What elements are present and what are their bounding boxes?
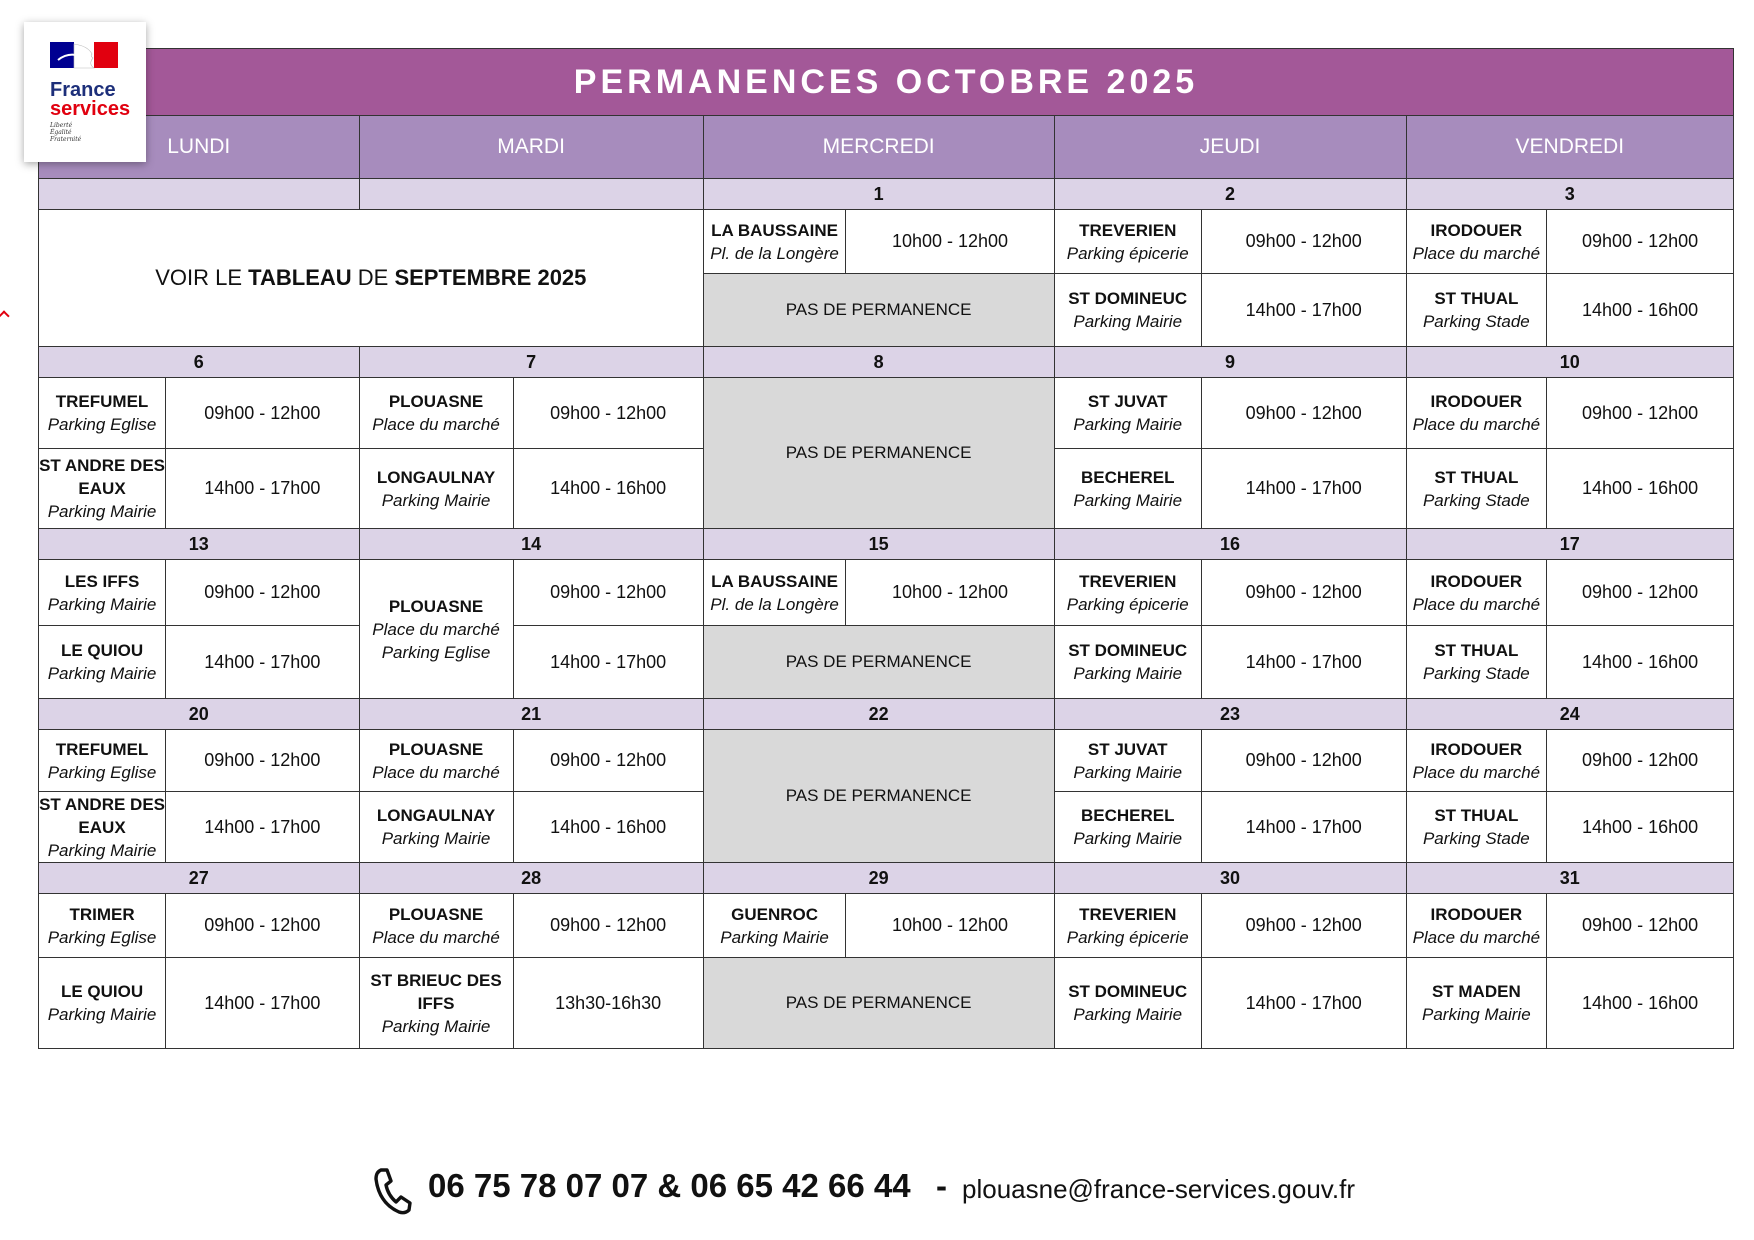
place-location: Place du marché [1412,927,1541,947]
place-name: LES IFFS [64,571,140,591]
date-cell: 22 [703,699,1054,730]
place-location: Parking Mairie [1073,829,1183,848]
time-cell: 09h00 - 12h00 [1547,894,1734,958]
time-cell: 09h00 - 12h00 [1547,378,1734,449]
place-name: LE QUIOU [60,641,144,660]
date-cell: 9 [1054,347,1406,378]
place-cell [1406,894,1547,958]
date-cell: 2 [1054,179,1406,210]
place-location: Parking Mairie [1073,312,1183,331]
date-cell: 30 [1054,863,1406,894]
afternoon-row [39,958,1734,1049]
time-cell: 14h00 - 16h00 [513,449,703,529]
place-name: TREVERIEN [1079,220,1177,240]
place-location: Place du marché [1412,594,1541,614]
time-cell: 09h00 - 12h00 [513,730,703,792]
date-cell: 23 [1054,699,1406,730]
schedule-table [38,48,1734,1049]
place-location: Parking Stade [1422,490,1530,510]
time-cell: 14h00 - 16h00 [1547,626,1734,699]
place-location: Parking Mairie [47,840,157,860]
time-cell: 09h00 - 12h00 [166,560,359,626]
place-location: Parking Mairie [1073,1005,1183,1024]
date-cell: 3 [1406,179,1733,210]
phone-numbers[interactable]: 06 75 78 07 07 & 06 65 42 66 44 [428,1167,911,1204]
place-name: LONGAULNAY [376,806,496,825]
place-location: Parking Eglise [47,415,157,434]
date-cell: 14 [359,529,703,560]
place-cell [1406,792,1547,863]
place-name: GUENROC [731,904,819,924]
place-name: PLOUASNE [388,904,484,924]
edge-mark [0,310,10,321]
place-name: LA BAUSSAINE [711,571,839,591]
place-cell [39,894,166,958]
place-cell [359,792,513,863]
day-mercredi: MERCREDI [703,116,1054,179]
date-cell: 20 [39,699,360,730]
logo-motto [50,122,81,143]
place-name: BECHEREL [1080,467,1175,487]
place-location: Parking Stade [1422,664,1530,683]
place-cell [1406,210,1547,274]
place-cell [1054,730,1201,792]
place-location: Parking épicerie [1066,594,1189,614]
place-cell [359,449,513,529]
date-cell: 24 [1406,699,1733,730]
place-cell [1054,894,1201,958]
place-cell [359,958,513,1049]
date-row [39,699,1734,730]
place-cell [1054,274,1201,347]
place-name: IRODOUER [1430,739,1523,759]
place-location: Parking épicerie [1066,927,1189,947]
place-name: ST JUVAT [1087,392,1168,411]
place-name: PLOUASNE [388,392,484,411]
date-cell: 29 [703,863,1054,894]
time-cell: 10h00 - 12h00 [846,210,1054,274]
time-cell: 14h00 - 16h00 [1547,958,1734,1049]
place-name: ST JUVAT [1087,739,1168,759]
time-cell: 09h00 - 12h00 [1201,730,1406,792]
marianne-icon [50,42,120,76]
time-cell: 09h00 - 12h00 [513,378,703,449]
place-location: Parking Mairie [1073,415,1183,434]
place-cell [39,792,166,863]
time-cell: 09h00 - 12h00 [1201,210,1406,274]
time-cell: 14h00 - 17h00 [166,792,359,863]
logo-line1: France [50,79,116,101]
place-location: Place du marché [1412,762,1541,782]
time-cell: 10h00 - 12h00 [846,894,1054,958]
time-cell: 09h00 - 12h00 [1201,378,1406,449]
time-cell: 09h00 - 12h00 [513,894,703,958]
no-permanence-cell: PAS DE PERMANENCE [703,274,1054,347]
place-cell [39,449,166,529]
place-location: Parking Mairie [1073,664,1183,683]
time-cell: 14h00 - 17h00 [1201,449,1406,529]
place-name: ST ANDRE DES EAUX [39,456,166,498]
place-location: Parking Mairie [47,664,157,683]
place-cell [1054,626,1201,699]
place-location: Parking Stade [1422,829,1530,848]
weekday-header [39,116,1734,179]
morning-row [39,560,1734,626]
morning-row [39,210,1734,274]
time-cell: 14h00 - 17h00 [1201,274,1406,347]
place-cell [1406,449,1547,529]
time-cell: 14h00 - 16h00 [1547,792,1734,863]
place-name: ST DOMINEUC [1068,982,1188,1001]
date-cell: 17 [1406,529,1733,560]
date-cell: 1 [703,179,1054,210]
day-mardi: MARDI [359,116,703,179]
place-location: Parking Mairie [47,594,157,614]
place-location: Parking Mairie [381,1016,491,1036]
time-cell: 13h30-16h30 [513,958,703,1049]
time-cell: 09h00 - 12h00 [166,894,359,958]
date-cell: 27 [39,863,360,894]
place-cell [39,560,166,626]
voir-text-b: TABLEAU [248,265,352,290]
date-cell: 28 [359,863,703,894]
time-cell: 14h00 - 16h00 [1547,449,1734,529]
place-location: Parking Mairie [381,490,491,510]
place-location: Parking Mairie [720,927,829,947]
place-location: Place du marché [1412,243,1541,263]
date-cell: 7 [359,347,703,378]
place-cell [1406,274,1547,347]
place-name: ST BRIEUC DES IFFS [370,970,502,1013]
time-cell: 10h00 - 12h00 [846,560,1054,626]
time-cell: 14h00 - 17h00 [1201,626,1406,699]
time-cell: 09h00 - 12h00 [166,378,359,449]
place-name: IRODOUER [1430,220,1523,240]
date-cell: 16 [1054,529,1406,560]
date-cell: 31 [1406,863,1733,894]
voir-text-d: SEPTEMBRE 2025 [394,265,587,290]
place-name: ST THUAL [1434,467,1519,487]
place-name: BECHEREL [1080,806,1175,825]
place-location: Parking Mairie [47,502,157,521]
place-name: TREVERIEN [1079,904,1177,924]
place-location: Parking Mairie [1422,1005,1531,1024]
page-title: PERMANENCES OCTOBRE 2025 [39,49,1734,116]
place-name: IRODOUER [1430,392,1523,411]
time-cell: 14h00 - 17h00 [166,626,359,699]
place-cell [703,894,846,958]
place-cell [1054,792,1201,863]
time-cell: 09h00 - 12h00 [166,730,359,792]
time-cell: 09h00 - 12h00 [1547,210,1734,274]
place-cell [39,958,166,1049]
place-location: Parking Mairie [1073,762,1183,782]
time-cell: 14h00 - 17h00 [166,958,359,1049]
place-location: Parking épicerie [1066,243,1189,263]
date-cell [359,179,703,210]
place-name: ST THUAL [1434,806,1519,825]
time-cell: 14h00 - 16h00 [513,792,703,863]
place-cell [39,730,166,792]
no-permanence-cell: PAS DE PERMANENCE [703,626,1054,699]
place-location: Parking Mairie [381,829,491,848]
place-name: TREFUMEL [55,739,149,759]
place-cell [703,210,846,274]
voir-text-a: VOIR LE [155,265,249,290]
time-cell: 14h00 - 17h00 [513,626,703,699]
date-row [39,529,1734,560]
place-name: TRIMER [69,904,135,924]
day-lundi: LUNDI [39,116,360,179]
place-cell [359,730,513,792]
time-cell: 14h00 - 17h00 [1201,958,1406,1049]
place-cell [1406,378,1547,449]
footer-separator: - [936,1167,947,1204]
place-location: Place du marché [372,762,500,782]
phone-icon [372,1167,412,1215]
morning-row [39,730,1734,792]
place-cell [1406,730,1547,792]
time-cell: 09h00 - 12h00 [1547,560,1734,626]
date-cell: 10 [1406,347,1733,378]
place-name: IRODOUER [1430,571,1523,591]
no-permanence-cell: PAS DE PERMANENCE [703,958,1054,1049]
place-name: LE QUIOU [60,982,144,1001]
place-name: ST DOMINEUC [1068,289,1188,308]
place-name: PLOUASNE [388,596,484,616]
place-name: TREVERIEN [1079,571,1177,591]
france-services-logo [24,22,146,162]
place-location: Parking Eglise [47,762,157,782]
place-cell [39,378,166,449]
place-cell [1054,449,1201,529]
place-cell [1054,958,1201,1049]
date-cell: 13 [39,529,360,560]
time-cell: 14h00 - 17h00 [166,449,359,529]
date-cell: 15 [703,529,1054,560]
place-cell [359,894,513,958]
day-jeudi: JEUDI [1054,116,1406,179]
morning-row [39,378,1734,449]
place-cell [703,560,846,626]
date-row [39,347,1734,378]
place-cell [1054,378,1201,449]
place-name: ST THUAL [1434,289,1519,308]
no-permanence-cell: PAS DE PERMANENCE [703,378,1054,529]
place-location: Place du marché [372,619,500,639]
place-location: Parking Eglise [47,927,157,947]
place-cell [1054,210,1201,274]
place-cell [39,626,166,699]
place-location: Pl. de la Longère [710,594,839,614]
place-location-2: Parking Eglise [381,642,491,662]
place-location: Parking Mairie [47,1005,157,1024]
place-cell [1054,560,1201,626]
place-cell [1406,958,1547,1049]
day-vendredi: VENDREDI [1406,116,1733,179]
place-location: Place du marché [1412,415,1541,434]
date-cell [39,179,360,210]
time-cell: 09h00 - 12h00 [1201,560,1406,626]
place-location: Parking Stade [1422,312,1530,331]
date-cell: 8 [703,347,1054,378]
time-cell: 14h00 - 16h00 [1547,274,1734,347]
date-row [39,863,1734,894]
time-cell: 14h00 - 17h00 [1201,792,1406,863]
no-permanence-cell: PAS DE PERMANENCE [703,730,1054,863]
voir-text-c: DE [351,265,395,290]
motto-egalite: Égalité [50,129,72,136]
date-cell: 6 [39,347,360,378]
place-name: TREFUMEL [55,392,149,411]
morning-row [39,894,1734,958]
place-cell [359,560,513,699]
place-location: Place du marché [372,927,500,947]
place-name: ST MADEN [1431,982,1521,1001]
date-cell: 21 [359,699,703,730]
afternoon-row [39,626,1734,699]
motto-liberte: Liberté [50,122,73,129]
time-cell: 09h00 - 12h00 [513,560,703,626]
place-name: PLOUASNE [388,739,484,759]
place-name: LA BAUSSAINE [711,220,839,240]
email-link[interactable]: plouasne@france-services.gouv.fr [962,1174,1355,1204]
voir-septembre-note [39,210,704,347]
place-name: ST ANDRE DES EAUX [39,794,166,837]
place-name: LONGAULNAY [376,467,496,487]
place-location: Place du marché [372,415,500,434]
time-cell: 09h00 - 12h00 [1201,894,1406,958]
motto-fraternite: Fraternité [50,136,82,143]
place-name: IRODOUER [1430,904,1523,924]
place-name: ST DOMINEUC [1068,641,1188,660]
logo-line2: services [50,98,131,120]
date-row [39,179,1734,210]
place-cell [1406,560,1547,626]
place-name: ST THUAL [1434,641,1519,660]
place-location: Pl. de la Longère [710,243,839,263]
time-cell: 09h00 - 12h00 [1547,730,1734,792]
place-cell [359,378,513,449]
place-location: Parking Mairie [1073,490,1183,510]
place-cell [1406,626,1547,699]
